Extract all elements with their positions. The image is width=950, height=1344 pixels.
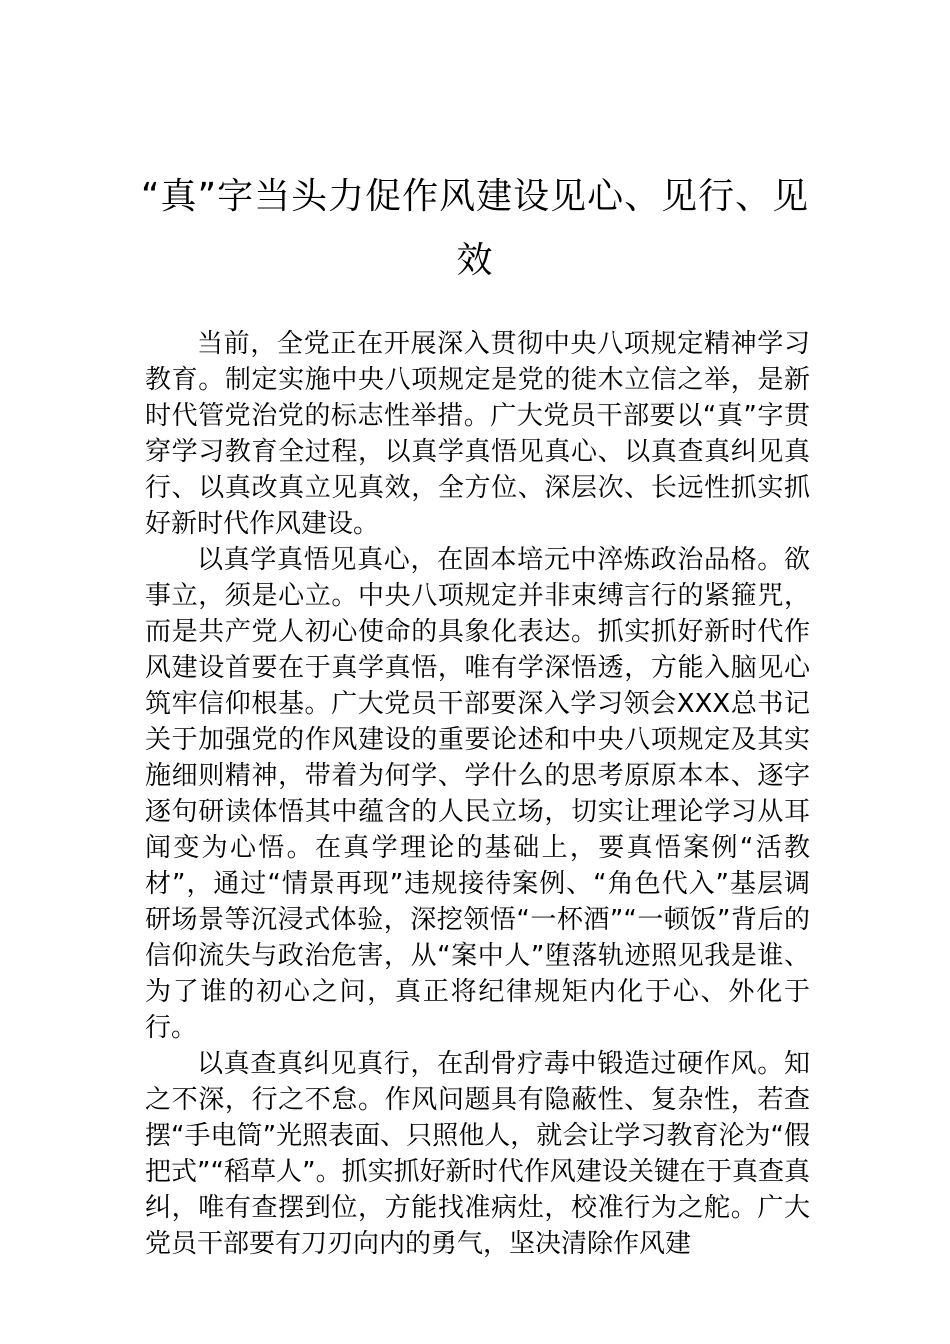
document-body xyxy=(145,326,810,1262)
paragraph-intro: 当前，全党正在开展深入贯彻中央八项规定精神学习教育。制定实施中央八项规定是党的徙木立信之举，是新时代管党治党的标志性举措。广大党员干部要以“真”字贯穿学习教育全过程，以真学真悟见真心、以真查真纠见真行、以真改真立见真效，全方位、深层次、长远性抓实抓好新时代作风建设。 xyxy=(145,329,810,539)
document-title: “真”字当头力促作风建设见心、见行、见效 xyxy=(140,176,810,281)
paragraph-true-learning: 以真学真悟见真心，在固本培元中淬炼政治品格。欲事立，须是心立。中央八项规定并非束缚言行的紧箍咒，而是共产党人初心使命的具象化表达。抓实抓好新时代作风建设首要在于真学真悟，唯有学深悟透，方能入脑见心筑牢信仰根基。广大党员干部要深入学习领会XXX总书记关于加强党的作风建设的重要论述和中央八项规定及其实施细则精神，带着为何学、学什么的思考原原本本、逐字逐句研读体悟其中蕴含的人民立场，切实让理论学习从耳闻变为心悟。在真学理论的基础上，要真悟案例“活教材”，通过“情景再现”违规接待案例、“角色代入”基层调研场景等沉浸式体验，深挖领悟“一杯酒”“一顿饭”背后的信仰流失与政治危害，从“案中人”堕落轨迹照见我是谁、为了谁的初心之问，真正将纪律规矩内化于心、外化于行。 xyxy=(145,545,810,1043)
paragraph-true-checking: 以真查真纠见真行，在刮骨疗毒中锻造过硬作风。知之不深，行之不怠。作风问题具有隐蔽性、复杂性，若查摆“手电筒”光照表面、只照他人，就会让学习教育沦为“假把式”“稻草人”。抓实抓好新时代作风建设关键在于真查真纠，唯有查摆到位，方能找准病灶，校准行为之舵。广大党员干部要有刀刃向内的勇气，坚决清除作风建 xyxy=(145,1049,810,1259)
